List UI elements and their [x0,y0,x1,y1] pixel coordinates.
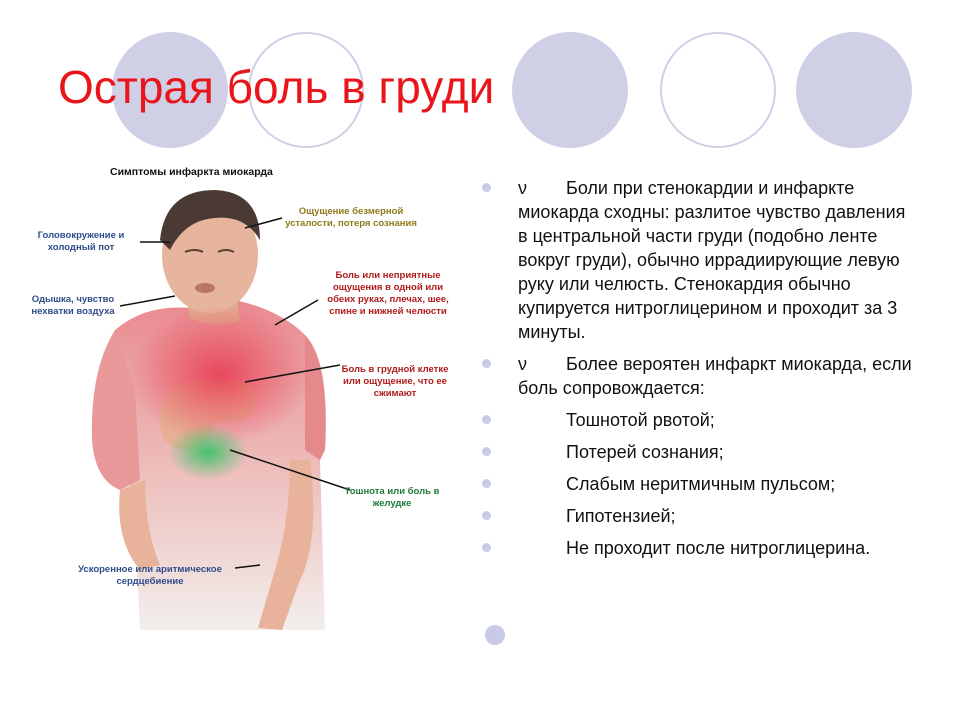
label-chest-pain: Боль в грудной клетке или ощущение, что ее сжимают [341,364,449,399]
bullet-item-2 [482,352,912,400]
bullet-dot-icon [482,183,491,192]
decor-circle-4 [660,32,776,148]
label-fatigue: Ощущение безмерной усталости, потеря сознания [285,206,417,229]
bullet-item-4 [482,440,912,464]
bullet-item-7 [482,536,912,560]
bullet-symbol: ν [518,178,527,198]
label-nausea: Тошнота или боль в желудке [344,486,440,509]
label-dizziness: Головокружение и холодный пот [37,230,125,253]
bullet-text: Слабым неритмичным пульсом; [566,474,836,494]
label-heartbeat: Ускоренное или аритмическое сердцебиение [78,564,222,587]
bullet-item-1 [482,176,912,344]
bullet-dot-icon [482,511,491,520]
bullet-list [482,176,912,568]
bullet-dot-icon [482,447,491,456]
bullet-text: Тошнотой рвотой; [566,410,715,430]
bullet-text: Гипотензией; [566,506,676,526]
bullet-dot-icon [482,543,491,552]
bullet-text: Не проходит после нитроглицерина. [566,538,871,558]
decor-circle-3 [512,32,628,148]
bullet-dot-icon [482,359,491,368]
empty-bullet-dot-icon [485,625,505,645]
bullet-dot-icon [482,479,491,488]
bullet-item-5 [482,472,912,496]
slide-title: Острая боль в груди [58,61,495,113]
decor-circle-5 [796,32,912,148]
heart-attack-illustration [20,160,480,650]
bullet-symbol: ν [518,354,527,374]
bullet-text: Потерей сознания; [566,442,724,462]
bullet-item-3 [482,408,912,432]
bullet-item-6 [482,504,912,528]
bullet-text: Боли при стенокардии и инфаркте миокарда сходны: разлитое чувство давления в центральной части груди (подобно ленте вокруг груди), обычно иррадиирующие левую руку или челюсть. Стенокардия обычно купируется нитроглицерином и проходит за 3 минуты. [518,178,906,342]
bullet-dot-icon [482,415,491,424]
label-pain-arms: Боль или неприятные ощущения в одной или обеих руках, плечах, шее, спине и нижней челюсти [327,270,449,317]
figure-title: Симптомы инфаркта миокарда [110,166,273,178]
bullet-text: Более вероятен инфаркт миокарда, если боль сопровождается: [518,354,912,398]
label-dyspnea: Одышка, чувство нехватки воздуха [31,294,115,317]
